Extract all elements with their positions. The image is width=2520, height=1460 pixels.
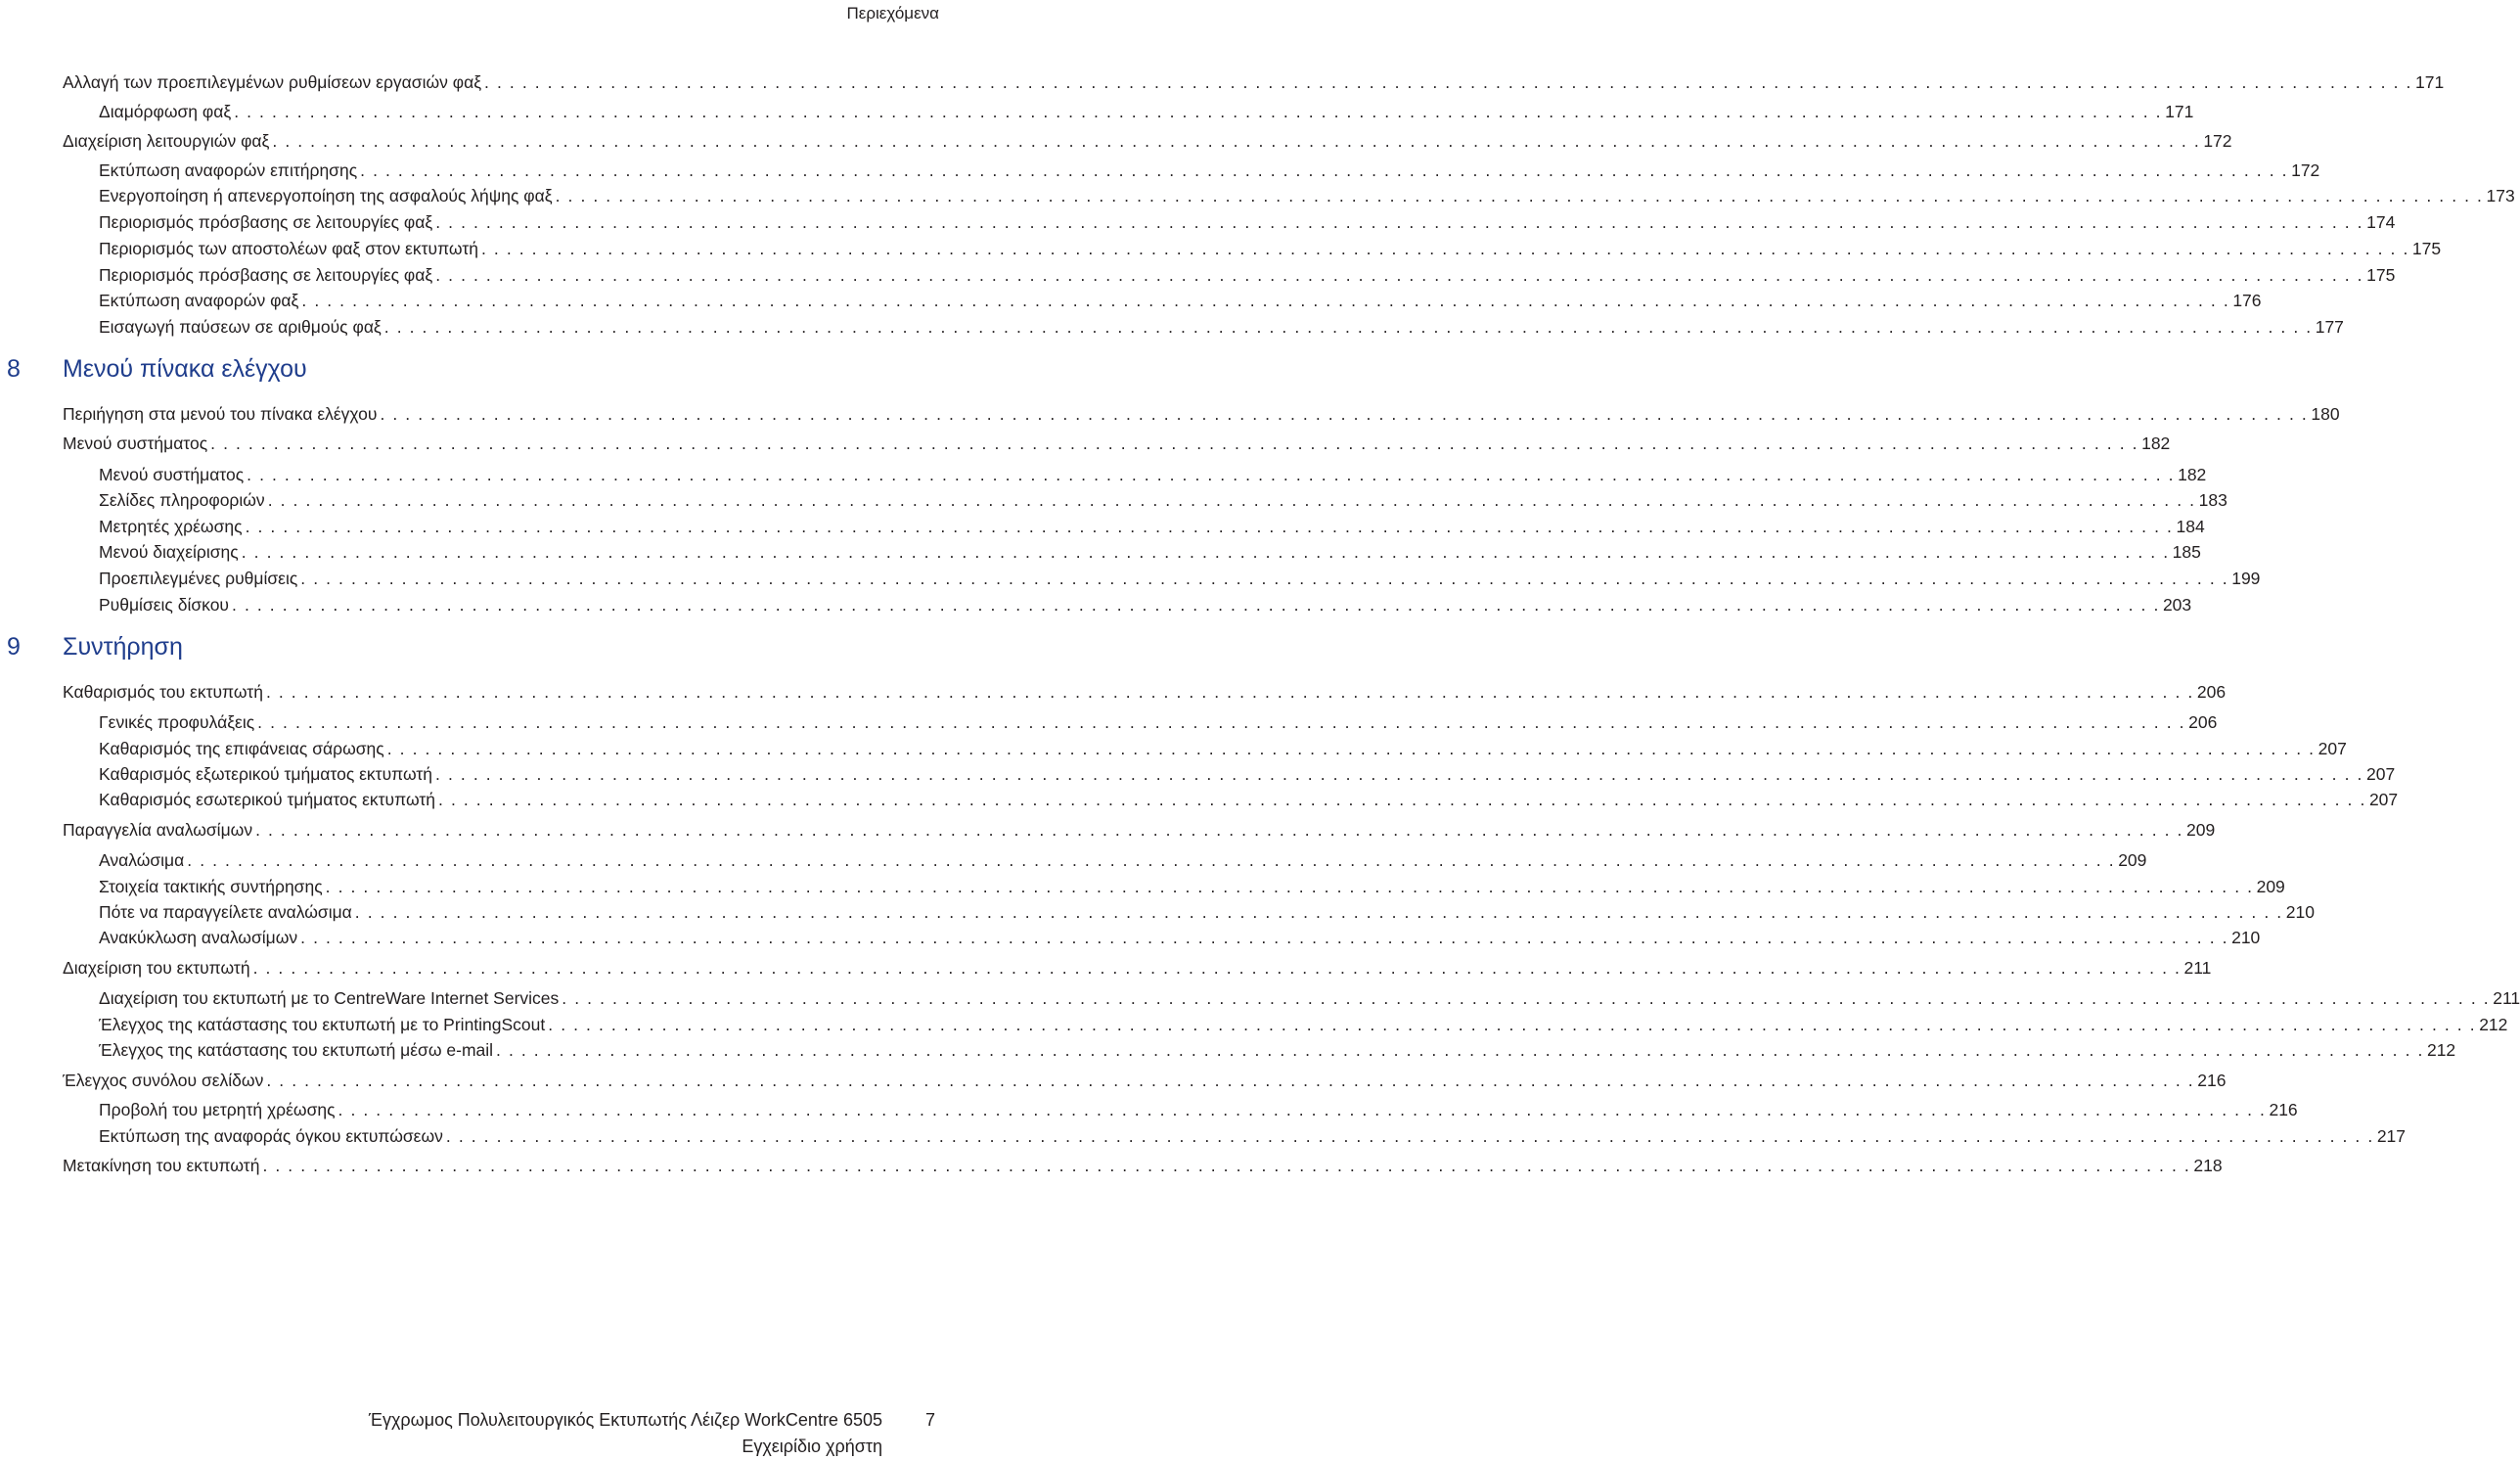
toc-entry[interactable]: Περιορισμός πρόσβασης σε λειτουργίες φαξ . . . . . . . . . . . . . . . . . . . . . . . . . . . . . . . . . . . . . . . . . . . . . . . . . . . . . . . . . . . . . . . . . . . . . . . . . . . . . . . . . . . . . . . . . . . . . . . . . . . . . . . . . . . . . . . . . . . . . . . . . . . . . . . . . . . . . . . . . . . . . . . . . . . . . . . . . 175 (99, 265, 2396, 285)
toc-entry[interactable]: Αναλώσιμα . . . . . . . . . . . . . . . . . . . . . . . . . . . . . . . . . . . . . . . . . . . . . . . . . . . . . . . . . . . . . . . . . . . . . . . . . . . . . . . . . . . . . . . . . . . . . . . . . . . . . . . . . . . . . . . . . . . . . . . . . . . . . . . . . . . . . . . . . . . . . . . . . . . . . . . . . 209 (99, 850, 2147, 870)
footer-document-type: Εγχειρίδιο χρήστη (742, 1437, 882, 1456)
toc-entry[interactable]: Περιορισμός των αποστολέων φαξ στον εκτυπωτή . . . . . . . . . . . . . . . . . . . . . . . . . . . . . . . . . . . . . . . . . . . . . . . . . . . . . . . . . . . . . . . . . . . . . . . . . . . . . . . . . . . . . . . . . . . . . . . . . . . . . . . . . . . . . . . . . . . . . . . . . . . . . . . . . . . . . . . . . . . . . . . . . . . . . . . . . 175 (99, 239, 2442, 258)
toc-entry[interactable]: Διαμόρφωση φαξ . . . . . . . . . . . . . . . . . . . . . . . . . . . . . . . . . . . . . . . . . . . . . . . . . . . . . . . . . . . . . . . . . . . . . . . . . . . . . . . . . . . . . . . . . . . . . . . . . . . . . . . . . . . . . . . . . . . . . . . . . . . . . . . . . . . . . . . . . . . . . . . . . . . . . . . . . 171 (99, 102, 2194, 121)
section-header: Περιεχόμενα (846, 4, 939, 23)
chapter-number: 8 (7, 355, 21, 383)
toc-entry[interactable]: Μενού συστήματος . . . . . . . . . . . . . . . . . . . . . . . . . . . . . . . . . . . . . . . . . . . . . . . . . . . . . . . . . . . . . . . . . . . . . . . . . . . . . . . . . . . . . . . . . . . . . . . . . . . . . . . . . . . . . . . . . . . . . . . . . . . . . . . . . . . . . . . . . . . . . . . . . . . . . . . . . 182 (99, 465, 2207, 484)
toc-entry[interactable]: Περιήγηση στα μενού του πίνακα ελέγχου . . . . . . . . . . . . . . . . . . . . . . . . . . . . . . . . . . . . . . . . . . . . . . . . . . . . . . . . . . . . . . . . . . . . . . . . . . . . . . . . . . . . . . . . . . . . . . . . . . . . . . . . . . . . . . . . . . . . . . . . . . . . . . . . . . . . . . . . . . . . . . . . . . . . . . . . . 180 (63, 404, 2340, 424)
toc-entry[interactable]: Πότε να παραγγείλετε αναλώσιμα . . . . . . . . . . . . . . . . . . . . . . . . . . . . . . . . . . . . . . . . . . . . . . . . . . . . . . . . . . . . . . . . . . . . . . . . . . . . . . . . . . . . . . . . . . . . . . . . . . . . . . . . . . . . . . . . . . . . . . . . . . . . . . . . . . . . . . . . . . . . . . . . . . . . . . . . . 210 (99, 902, 2315, 922)
toc-entry[interactable]: Προεπιλεγμένες ρυθμίσεις . . . . . . . . . . . . . . . . . . . . . . . . . . . . . . . . . . . . . . . . . . . . . . . . . . . . . . . . . . . . . . . . . . . . . . . . . . . . . . . . . . . . . . . . . . . . . . . . . . . . . . . . . . . . . . . . . . . . . . . . . . . . . . . . . . . . . . . . . . . . . . . . . . . . . . . . . 199 (99, 569, 2261, 588)
toc-entry[interactable]: Προβολή του μετρητή χρέωσης . . . . . . . . . . . . . . . . . . . . . . . . . . . . . . . . . . . . . . . . . . . . . . . . . . . . . . . . . . . . . . . . . . . . . . . . . . . . . . . . . . . . . . . . . . . . . . . . . . . . . . . . . . . . . . . . . . . . . . . . . . . . . . . . . . . . . . . . . . . . . . . . . . . . . . . . . 216 (99, 1100, 2298, 1119)
page-number: 7 (924, 1410, 935, 1430)
toc-entry[interactable]: Έλεγχος συνόλου σελίδων . . . . . . . . . . . . . . . . . . . . . . . . . . . . . . . . . . . . . . . . . . . . . . . . . . . . . . . . . . . . . . . . . . . . . . . . . . . . . . . . . . . . . . . . . . . . . . . . . . . . . . . . . . . . . . . . . . . . . . . . . . . . . . . . . . . . . . . . . . . . . . . . . . . . . . . . . 216 (63, 1071, 2227, 1090)
toc-entry[interactable]: Σελίδες πληροφοριών . . . . . . . . . . . . . . . . . . . . . . . . . . . . . . . . . . . . . . . . . . . . . . . . . . . . . . . . . . . . . . . . . . . . . . . . . . . . . . . . . . . . . . . . . . . . . . . . . . . . . . . . . . . . . . . . . . . . . . . . . . . . . . . . . . . . . . . . . . . . . . . . . . . . . . . . . 183 (99, 490, 2228, 510)
chapter-heading[interactable] (0, 352, 939, 386)
toc-entry[interactable]: Εκτύπωση της αναφοράς όγκου εκτυπώσεων . . . . . . . . . . . . . . . . . . . . . . . . . . . . . . . . . . . . . . . . . . . . . . . . . . . . . . . . . . . . . . . . . . . . . . . . . . . . . . . . . . . . . . . . . . . . . . . . . . . . . . . . . . . . . . . . . . . . . . . . . . . . . . . . . . . . . . . . . . . . . . . . . . . . . . . . . 217 (99, 1126, 2407, 1146)
toc-entry[interactable]: Μενού συστήματος . . . . . . . . . . . . . . . . . . . . . . . . . . . . . . . . . . . . . . . . . . . . . . . . . . . . . . . . . . . . . . . . . . . . . . . . . . . . . . . . . . . . . . . . . . . . . . . . . . . . . . . . . . . . . . . . . . . . . . . . . . . . . . . . . . . . . . . . . . . . . . . . . . . . . . . . . 182 (63, 433, 2171, 453)
toc-entry[interactable]: Μετακίνηση του εκτυπωτή . . . . . . . . . . . . . . . . . . . . . . . . . . . . . . . . . . . . . . . . . . . . . . . . . . . . . . . . . . . . . . . . . . . . . . . . . . . . . . . . . . . . . . . . . . . . . . . . . . . . . . . . . . . . . . . . . . . . . . . . . . . . . . . . . . . . . . . . . . . . . . . . . . . . . . . . . 218 (63, 1156, 2223, 1175)
toc-entry[interactable]: Περιορισμός πρόσβασης σε λειτουργίες φαξ . . . . . . . . . . . . . . . . . . . . . . . . . . . . . . . . . . . . . . . . . . . . . . . . . . . . . . . . . . . . . . . . . . . . . . . . . . . . . . . . . . . . . . . . . . . . . . . . . . . . . . . . . . . . . . . . . . . . . . . . . . . . . . . . . . . . . . . . . . . . . . . . . . . . . . . . . 174 (99, 212, 2396, 232)
footer-product-title: Έγχρωμος Πολυλειτουργικός Εκτυπωτής Λέιζερ WorkCentre 6505 (368, 1410, 882, 1430)
toc-entry[interactable]: Εκτύπωση αναφορών φαξ . . . . . . . . . . . . . . . . . . . . . . . . . . . . . . . . . . . . . . . . . . . . . . . . . . . . . . . . . . . . . . . . . . . . . . . . . . . . . . . . . . . . . . . . . . . . . . . . . . . . . . . . . . . . . . . . . . . . . . . . . . . . . . . . . . . . . . . . . . . . . . . . . . . . . . . . . 176 (99, 291, 2262, 310)
toc-entry[interactable]: Διαχείριση του εκτυπωτή . . . . . . . . . . . . . . . . . . . . . . . . . . . . . . . . . . . . . . . . . . . . . . . . . . . . . . . . . . . . . . . . . . . . . . . . . . . . . . . . . . . . . . . . . . . . . . . . . . . . . . . . . . . . . . . . . . . . . . . . . . . . . . . . . . . . . . . . . . . . . . . . . . . . . . . . . 211 (63, 958, 2212, 978)
toc-entry[interactable]: Στοιχεία τακτικής συντήρησης . . . . . . . . . . . . . . . . . . . . . . . . . . . . . . . . . . . . . . . . . . . . . . . . . . . . . . . . . . . . . . . . . . . . . . . . . . . . . . . . . . . . . . . . . . . . . . . . . . . . . . . . . . . . . . . . . . . . . . . . . . . . . . . . . . . . . . . . . . . . . . . . . . . . . . . . . 209 (99, 877, 2285, 896)
toc-entry[interactable]: Εισαγωγή παύσεων σε αριθμούς φαξ . . . . . . . . . . . . . . . . . . . . . . . . . . . . . . . . . . . . . . . . . . . . . . . . . . . . . . . . . . . . . . . . . . . . . . . . . . . . . . . . . . . . . . . . . . . . . . . . . . . . . . . . . . . . . . . . . . . . . . . . . . . . . . . . . . . . . . . . . . . . . . . . . . . . . . . . . 177 (99, 317, 2344, 337)
toc-entry[interactable]: Καθαρισμός του εκτυπωτή . . . . . . . . . . . . . . . . . . . . . . . . . . . . . . . . . . . . . . . . . . . . . . . . . . . . . . . . . . . . . . . . . . . . . . . . . . . . . . . . . . . . . . . . . . . . . . . . . . . . . . . . . . . . . . . . . . . . . . . . . . . . . . . . . . . . . . . . . . . . . . . . . . . . . . . . . 206 (63, 682, 2227, 702)
toc-entry[interactable]: Μετρητές χρέωσης . . . . . . . . . . . . . . . . . . . . . . . . . . . . . . . . . . . . . . . . . . . . . . . . . . . . . . . . . . . . . . . . . . . . . . . . . . . . . . . . . . . . . . . . . . . . . . . . . . . . . . . . . . . . . . . . . . . . . . . . . . . . . . . . . . . . . . . . . . . . . . . . . . . . . . . . . 184 (99, 517, 2205, 536)
toc-entry[interactable]: Ρυθμίσεις δίσκου . . . . . . . . . . . . . . . . . . . . . . . . . . . . . . . . . . . . . . . . . . . . . . . . . . . . . . . . . . . . . . . . . . . . . . . . . . . . . . . . . . . . . . . . . . . . . . . . . . . . . . . . . . . . . . . . . . . . . . . . . . . . . . . . . . . . . . . . . . . . . . . . . . . . . . . . . 203 (99, 595, 2192, 615)
toc-entry[interactable]: Εκτύπωση αναφορών επιτήρησης . . . . . . . . . . . . . . . . . . . . . . . . . . . . . . . . . . . . . . . . . . . . . . . . . . . . . . . . . . . . . . . . . . . . . . . . . . . . . . . . . . . . . . . . . . . . . . . . . . . . . . . . . . . . . . . . . . . . . . . . . . . . . . . . . . . . . . . . . . . . . . . . . . . . . . . . . 172 (99, 160, 2320, 180)
toc-entry[interactable]: Διαχείριση λειτουργιών φαξ . . . . . . . . . . . . . . . . . . . . . . . . . . . . . . . . . . . . . . . . . . . . . . . . . . . . . . . . . . . . . . . . . . . . . . . . . . . . . . . . . . . . . . . . . . . . . . . . . . . . . . . . . . . . . . . . . . . . . . . . . . . . . . . . . . . . . . . . . . . . . . . . . . . . . . . . . 172 (63, 131, 2232, 151)
toc-entry[interactable]: Έλεγχος της κατάστασης του εκτυπωτή με το PrintingScout . . . . . . . . . . . . . . . . . . . . . . . . . . . . . . . . . . . . . . . . . . . . . . . . . . . . . . . . . . . . . . . . . . . . . . . . . . . . . . . . . . . . . . . . . . . . . . . . . . . . . . . . . . . . . . . . . . . . . . . . . . . . . . . . . . . . . . . . . . . . . . . . . . . . . . . . . 212 (99, 1015, 2508, 1034)
toc-entry[interactable]: Ανακύκλωση αναλωσίμων . . . . . . . . . . . . . . . . . . . . . . . . . . . . . . . . . . . . . . . . . . . . . . . . . . . . . . . . . . . . . . . . . . . . . . . . . . . . . . . . . . . . . . . . . . . . . . . . . . . . . . . . . . . . . . . . . . . . . . . . . . . . . . . . . . . . . . . . . . . . . . . . . . . . . . . . . 210 (99, 928, 2261, 947)
chapter-title: Μενού πίνακα ελέγχου (63, 355, 307, 383)
chapter-number: 9 (7, 633, 21, 661)
toc-entry[interactable]: Καθαρισμός της επιφάνειας σάρωσης . . . . . . . . . . . . . . . . . . . . . . . . . . . . . . . . . . . . . . . . . . . . . . . . . . . . . . . . . . . . . . . . . . . . . . . . . . . . . . . . . . . . . . . . . . . . . . . . . . . . . . . . . . . . . . . . . . . . . . . . . . . . . . . . . . . . . . . . . . . . . . . . . . . . . . . . . 207 (99, 739, 2347, 758)
toc-entry[interactable]: Αλλαγή των προεπιλεγμένων ρυθμίσεων εργασιών φαξ . . . . . . . . . . . . . . . . . . . . . . . . . . . . . . . . . . . . . . . . . . . . . . . . . . . . . . . . . . . . . . . . . . . . . . . . . . . . . . . . . . . . . . . . . . . . . . . . . . . . . . . . . . . . . . . . . . . . . . . . . . . . . . . . . . . . . . . . . . . . . . . . . . . . . . . . . 171 (63, 72, 2445, 92)
toc-entry[interactable]: Διαχείριση του εκτυπωτή με το CentreWare Internet Services . . . . . . . . . . . . . . . . . . . . . . . . . . . . . . . . . . . . . . . . . . . . . . . . . . . . . . . . . . . . . . . . . . . . . . . . . . . . . . . . . . . . . . . . . . . . . . . . . . . . . . . . . . . . . . . . . . . . . . . . . . . . . . . . . . . . . . . . . . . . . . . . . . . . . . . . . 211 (99, 988, 2520, 1008)
chapter-heading[interactable] (0, 630, 939, 663)
toc-entry[interactable]: Γενικές προφυλάξεις . . . . . . . . . . . . . . . . . . . . . . . . . . . . . . . . . . . . . . . . . . . . . . . . . . . . . . . . . . . . . . . . . . . . . . . . . . . . . . . . . . . . . . . . . . . . . . . . . . . . . . . . . . . . . . . . . . . . . . . . . . . . . . . . . . . . . . . . . . . . . . . . . . . . . . . . . 206 (99, 712, 2218, 732)
toc-entry[interactable]: Καθαρισμός εσωτερικού τμήματος εκτυπωτή . . . . . . . . . . . . . . . . . . . . . . . . . . . . . . . . . . . . . . . . . . . . . . . . . . . . . . . . . . . . . . . . . . . . . . . . . . . . . . . . . . . . . . . . . . . . . . . . . . . . . . . . . . . . . . . . . . . . . . . . . . . . . . . . . . . . . . . . . . . . . . . . . . . . . . . . . 207 (99, 790, 2399, 809)
toc-entry[interactable]: Ενεργοποίηση ή απενεργοποίηση της ασφαλούς λήψης φαξ . . . . . . . . . . . . . . . . . . . . . . . . . . . . . . . . . . . . . . . . . . . . . . . . . . . . . . . . . . . . . . . . . . . . . . . . . . . . . . . . . . . . . . . . . . . . . . . . . . . . . . . . . . . . . . . . . . . . . . . . . . . . . . . . . . . . . . . . . . . . . . . . . . . . . . . . . 173 (99, 186, 2515, 205)
toc-entry[interactable]: Παραγγελία αναλωσίμων . . . . . . . . . . . . . . . . . . . . . . . . . . . . . . . . . . . . . . . . . . . . . . . . . . . . . . . . . . . . . . . . . . . . . . . . . . . . . . . . . . . . . . . . . . . . . . . . . . . . . . . . . . . . . . . . . . . . . . . . . . . . . . . . . . . . . . . . . . . . . . . . . . . . . . . . . 209 (63, 820, 2216, 840)
toc-entry[interactable]: Καθαρισμός εξωτερικού τμήματος εκτυπωτή . . . . . . . . . . . . . . . . . . . . . . . . . . . . . . . . . . . . . . . . . . . . . . . . . . . . . . . . . . . . . . . . . . . . . . . . . . . . . . . . . . . . . . . . . . . . . . . . . . . . . . . . . . . . . . . . . . . . . . . . . . . . . . . . . . . . . . . . . . . . . . . . . . . . . . . . . 207 (99, 764, 2396, 784)
toc-entry[interactable]: Μενού διαχείρισης . . . . . . . . . . . . . . . . . . . . . . . . . . . . . . . . . . . . . . . . . . . . . . . . . . . . . . . . . . . . . . . . . . . . . . . . . . . . . . . . . . . . . . . . . . . . . . . . . . . . . . . . . . . . . . . . . . . . . . . . . . . . . . . . . . . . . . . . . . . . . . . . . . . . . . . . . 185 (99, 542, 2201, 562)
chapter-title: Συντήρηση (63, 633, 183, 661)
toc-entry[interactable]: Έλεγχος της κατάστασης του εκτυπωτή μέσω e-mail . . . . . . . . . . . . . . . . . . . . . . . . . . . . . . . . . . . . . . . . . . . . . . . . . . . . . . . . . . . . . . . . . . . . . . . . . . . . . . . . . . . . . . . . . . . . . . . . . . . . . . . . . . . . . . . . . . . . . . . . . . . . . . . . . . . . . . . . . . . . . . . . . . . . . . . . . 212 (99, 1040, 2456, 1060)
